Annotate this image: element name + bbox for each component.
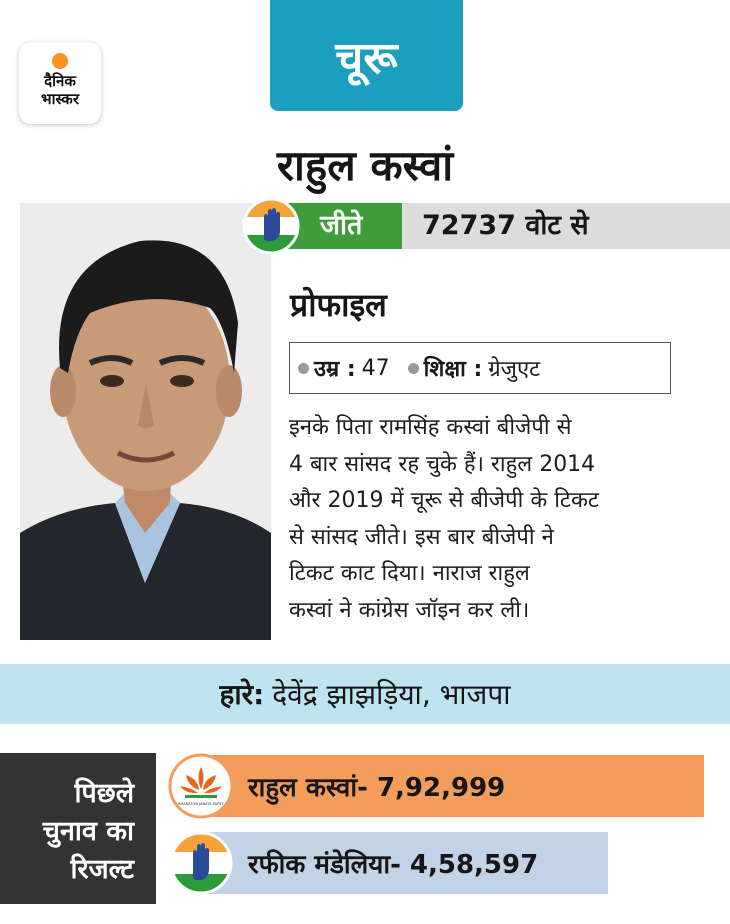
age-item [298,353,390,383]
result-bar [242,203,730,249]
heading-line: पिछले [74,778,134,809]
previous-result-row [168,832,608,894]
education-label: शिक्षा : [423,357,483,382]
svg-text:BHARATIYA JANATA PARTY: BHARATIYA JANATA PARTY [178,802,224,806]
bullet-icon [298,363,309,374]
profile-heading: प्रोफाइल [290,286,387,324]
education-item [408,353,541,383]
lost-label: हारे: [219,678,265,711]
candidate-photo [20,203,271,640]
bio-line: से सांसद जीते। इस बार बीजेपी ने [289,524,554,550]
logo-line-2: भास्कर [41,90,79,108]
sun-icon [52,53,68,69]
profile-bio [289,410,694,629]
won-label: जीते [320,210,363,241]
heading-line: चुनाव का [42,816,134,847]
education-value: ग्रेजुएट [488,357,541,382]
age-label: उम्र : [314,357,356,382]
congress-hand-icon [168,830,234,900]
constituency-banner: चूरू [270,0,463,111]
bio-line: टिकट काट दिया। नाराज राहुल [289,561,530,586]
result-text: रफीक मंडेलिया- 4,58,597 [208,832,608,894]
bjp-lotus-icon [168,753,234,823]
win-margin: 72737 वोट से [422,210,589,241]
bio-line: 4 बार सांसद रह चुके हैं। राहुल 2014 [289,451,596,477]
congress-hand-icon [242,197,300,259]
heading-line: रिजल्ट [70,854,134,885]
lost-bar [0,664,730,724]
candidate-name: राहुल कस्वां [276,141,454,190]
previous-result-heading [0,753,156,904]
bio-line: इनके पिता रामसिंह कस्वां बीजेपी से [289,415,572,440]
age-value: 47 [361,355,390,381]
bio-line: कस्वां ने कांग्रेस जॉइन कर ली। [289,597,530,623]
logo-line-1: दैनिक [44,72,76,90]
previous-result-row [168,755,708,817]
dainik-bhaskar-logo [19,42,101,124]
bio-line: और 2019 में चूरू से बीजेपी के टिकट [289,488,599,513]
lost-candidate: देवेंद्र झाझड़िया, भाजपा [272,678,511,711]
bullet-icon [408,363,419,374]
profile-info-box [289,342,671,394]
result-text: राहुल कस्वां- 7,92,999 [208,755,704,817]
